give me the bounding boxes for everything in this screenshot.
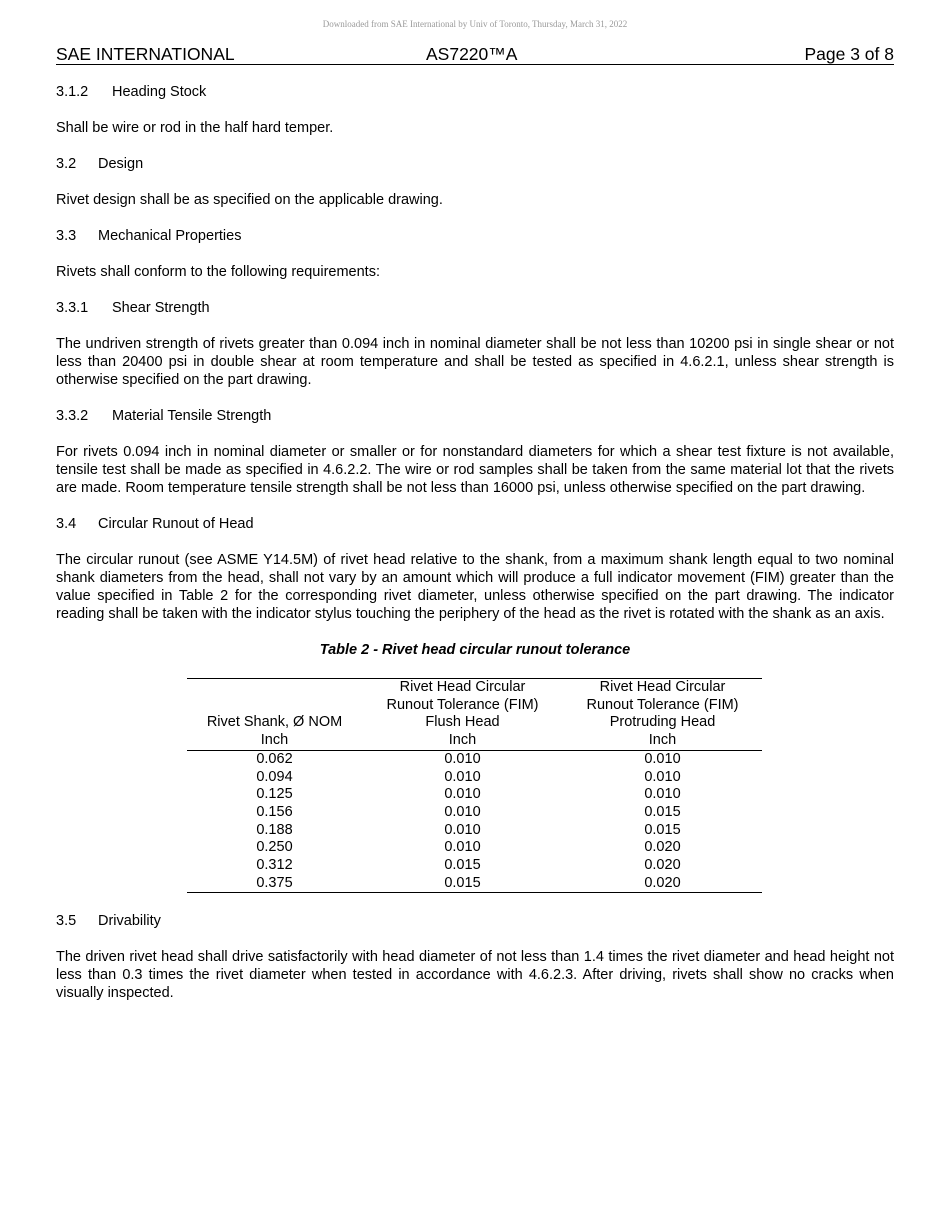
section-heading-3-3-1: [56, 299, 894, 317]
cell-protruding: 0.010: [644, 786, 681, 803]
document-body: [56, 83, 894, 1020]
section-title: Shear Strength: [112, 300, 210, 316]
table-row: [187, 875, 762, 893]
header-line: Runout Tolerance (FIM): [386, 696, 539, 713]
cell-shank: 0.312: [256, 857, 293, 874]
header-line: Protruding Head: [609, 714, 716, 731]
column-header-flush-head: [362, 679, 563, 751]
cell-protruding: 0.020: [644, 857, 681, 874]
table-caption: Table 2 - Rivet head circular runout tolerance: [319, 642, 631, 658]
section-text-3-3: Rivets shall conform to the following requirements:: [56, 264, 380, 280]
cell-flush: 0.015: [444, 857, 481, 874]
header-line: Rivet Head Circular: [399, 679, 526, 695]
section-heading-3-2: [56, 155, 894, 173]
section-text-3-4: The circular runout (see ASME Y14.5M) of rivet head relative to the shank, from a maximum shank length equal to two nominal shank diameters from the head, shall not vary by an amount which will produce a full indicator movement (FIM) greater than the value specified in Table 2 for the corresponding rivet diameter, unless otherwise specified on the part drawing. The indicator reading shall be taken with the indicator stylus touching the periphery of the head as the rivet is rotated with the shank as an axis.: [56, 552, 894, 622]
section-heading-3-3: [56, 227, 894, 245]
cell-shank: 0.094: [256, 768, 293, 785]
cell-flush: 0.010: [444, 786, 481, 803]
cell-flush: 0.010: [444, 839, 481, 856]
section-text-3-3-1: The undriven strength of rivets greater than 0.094 inch in nominal diameter shall be not less than 10200 psi in single shear or not less than 20400 psi in double shear at room temperature and shall be tested as specified in 4.6.2.1, unless shear strength is otherwise specified on the part drawing.: [56, 336, 894, 388]
table-row: [187, 822, 762, 840]
cell-shank: 0.062: [256, 750, 293, 767]
section-text-3-3-2: For rivets 0.094 inch in nominal diameter or smaller or for nonstandard diameters for which a shear test fixture is not available, tensile test shall be made as specified in 4.6.2.2. The wire or rod samples shall be taken from the same material lot that the rivets are made. Room temperature tensile strength shall be not less than 16000 psi, unless otherwise specified on the part drawing.: [56, 444, 894, 496]
column-header-protruding-head: [563, 679, 762, 751]
cell-flush: 0.010: [444, 821, 481, 838]
cell-protruding: 0.015: [644, 803, 681, 820]
cell-shank: 0.188: [256, 821, 293, 838]
cell-protruding: 0.020: [644, 874, 681, 891]
header-organization: SAE INTERNATIONAL: [56, 44, 235, 64]
section-title: Material Tensile Strength: [112, 408, 272, 424]
cell-shank: 0.250: [256, 839, 293, 856]
table-row: [187, 857, 762, 875]
section-number: 3.3: [56, 228, 77, 244]
column-header-rivet-shank: [187, 679, 362, 751]
header-line: Runout Tolerance (FIM): [586, 696, 739, 713]
cell-protruding: 0.010: [644, 750, 681, 767]
header-document-number: AS7220™A: [426, 44, 518, 64]
cell-shank: 0.125: [256, 786, 293, 803]
header-line: Flush Head: [425, 714, 500, 731]
table-row: [187, 750, 762, 768]
table-header-row: [187, 679, 762, 751]
header-line: Rivet Shank, Ø NOM: [206, 714, 343, 731]
section-number: 3.3.1: [56, 300, 89, 316]
download-watermark: Downloaded from SAE International by Univ of Toronto, Thursday, March 31, 2022: [322, 19, 628, 29]
section-heading-3-3-2: [56, 407, 894, 425]
header-line: Inch: [648, 732, 677, 749]
section-number: 3.1.2: [56, 84, 89, 100]
section-title: Drivability: [98, 913, 161, 930]
header-line: Rivet Head Circular: [599, 679, 726, 695]
section-number: 3.4: [56, 516, 77, 532]
section-text-3-1-2: Shall be wire or rod in the half hard temper.: [56, 120, 334, 136]
table-row: [187, 839, 762, 857]
cell-protruding: 0.015: [644, 821, 681, 838]
section-title: Heading Stock: [112, 84, 207, 100]
section-heading-3-4: [56, 515, 894, 533]
header-page-number: Page 3 of 8: [804, 44, 894, 64]
runout-tolerance-table: [187, 678, 762, 893]
cell-flush: 0.010: [444, 768, 481, 785]
section-title: Mechanical Properties: [98, 228, 242, 244]
section-text-3-2: Rivet design shall be as specified on the applicable drawing.: [56, 192, 443, 208]
page-header: [56, 44, 894, 65]
section-heading-3-5: [56, 912, 894, 930]
cell-shank: 0.156: [256, 803, 293, 820]
section-heading-3-1-2: [56, 83, 894, 101]
table-row: [187, 804, 762, 822]
table-row: [187, 769, 762, 787]
table-row: [187, 786, 762, 804]
cell-flush: 0.015: [444, 874, 481, 891]
cell-flush: 0.010: [444, 803, 481, 820]
header-line: Inch: [260, 732, 289, 749]
cell-shank: 0.375: [256, 874, 293, 891]
section-number: 3.2: [56, 156, 77, 172]
section-number: 3.3.2: [56, 408, 89, 424]
section-title: Circular Runout of Head: [98, 516, 254, 532]
section-text-3-5: The driven rivet head shall drive satisfactorily with head diameter of not less than 1.4 times the rivet diameter and head height not less than 0.3 times the rivet diameter when tested in accordance with 4.6.2.3. After driving, rivets shall show no cracks when visually inspected.: [56, 949, 894, 1002]
cell-protruding: 0.010: [644, 768, 681, 785]
header-line: Inch: [448, 732, 477, 749]
cell-flush: 0.010: [444, 750, 481, 767]
cell-protruding: 0.020: [644, 839, 681, 856]
section-title: Design: [98, 156, 144, 172]
section-number: 3.5: [56, 913, 77, 930]
